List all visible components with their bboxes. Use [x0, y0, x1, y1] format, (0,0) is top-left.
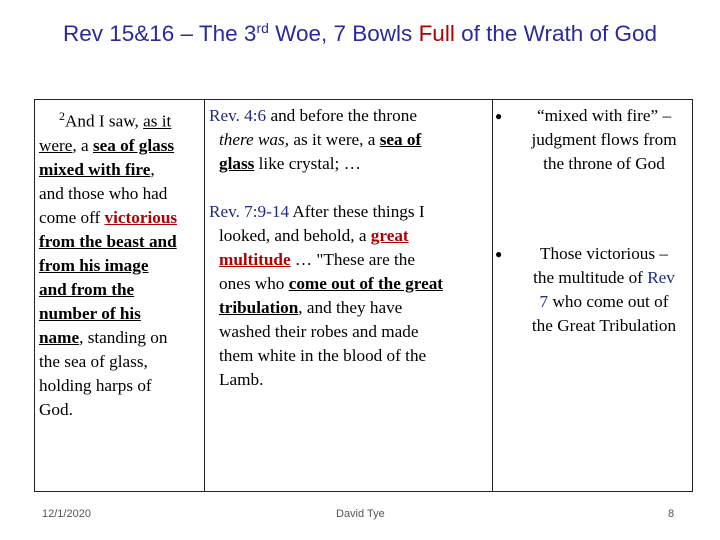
page-number: 8: [668, 508, 675, 520]
note-item: ● “mixed with fire” – judgment flows from the throne of God: [495, 106, 677, 173]
column-divider: [204, 100, 205, 491]
slide-title: Rev 15&16 – The 3rd Woe, 7 Bowls Full of the Wrath of God: [62, 20, 658, 46]
footer-date: 12/1/2020: [42, 508, 91, 520]
cross-reference-column: Rev. 4:6 and before the throne there was, as it were, a sea of glass like crystal; … Rev. 7:9-14 After these things I looked, and behold, a great multitude … "These are the ones who come out of the great tribulation, and they have washed their robes and made them white in the blood of the Lamb.: [209, 106, 444, 389]
footer-author: David Tye: [336, 508, 385, 520]
content-table: [34, 99, 693, 492]
notes-column: [495, 104, 691, 338]
bullet-icon: ●: [495, 247, 503, 261]
verse-column: $^2$And I saw, as it were, a sea of glass mixed with fire, and those who had come off victorious from the beast and from his image and from the number of his name, standing on the sea of glass, holding harps of God.: [39, 109, 178, 419]
bullet-icon: ●: [495, 109, 503, 123]
note-item: ● Those victorious – the multitude of Rev 7 who come out of the Great Tribulation: [495, 244, 677, 335]
column-divider: [492, 100, 493, 491]
